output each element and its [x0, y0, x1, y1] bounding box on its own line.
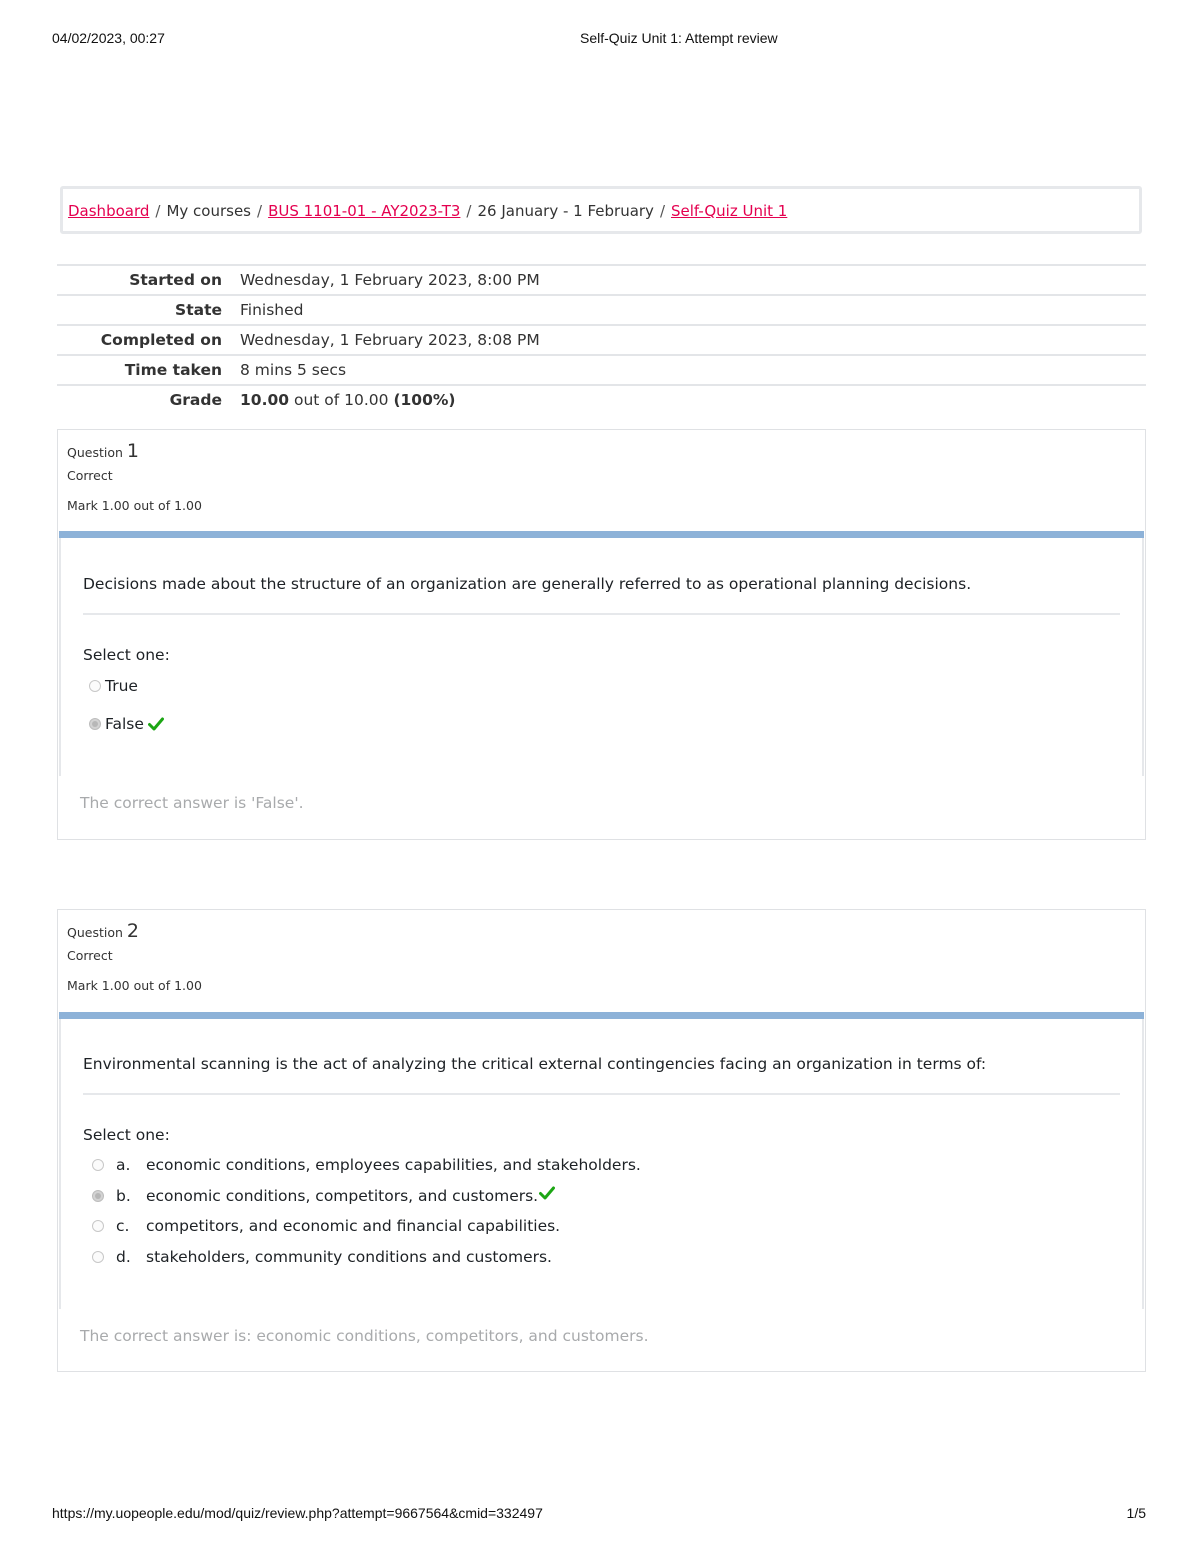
question-number: 2 [126, 920, 139, 942]
answer-letter: b. [116, 1187, 131, 1205]
summary-row-time-taken [57, 356, 1146, 386]
answer-letter: d. [116, 1248, 131, 1266]
answer-option-b[interactable] [92, 1186, 555, 1208]
summary-row-completed-on [57, 326, 1146, 356]
grade-score: 10.00 [240, 391, 290, 409]
question-info [67, 440, 202, 513]
select-one-label: Select one: [83, 1126, 170, 1144]
question-2 [57, 909, 1146, 1372]
grade-out-of: out of 10.00 [289, 391, 394, 409]
check-icon [148, 717, 164, 735]
breadcrumb-separator: / [659, 202, 665, 220]
radio-unchecked-icon[interactable] [92, 1159, 104, 1171]
summary-row-state [57, 296, 1146, 326]
question-divider [83, 1093, 1120, 1095]
print-page-number: 1/5 [1126, 1505, 1146, 1521]
summary-label: State [175, 301, 222, 319]
summary-value: Wednesday, 1 February 2023, 8:08 PM [240, 331, 540, 349]
question-divider [83, 613, 1120, 615]
answer-letter: c. [116, 1217, 130, 1235]
question-1 [57, 429, 1146, 840]
summary-value: 8 mins 5 secs [240, 361, 347, 379]
print-datetime: 04/02/2023, 00:27 [52, 30, 165, 46]
question-prefix: Question [67, 925, 123, 940]
summary-label: Completed on [100, 331, 222, 349]
question-mark: Mark 1.00 out of 1.00 [67, 978, 202, 993]
question-content [59, 1019, 1144, 1309]
breadcrumb-quiz-link[interactable]: Self-Quiz Unit 1 [671, 202, 788, 220]
summary-label: Time taken [124, 361, 222, 379]
summary-row-started-on [57, 266, 1146, 296]
question-state: Correct [67, 468, 113, 483]
breadcrumb-course-link[interactable]: BUS 1101-01 - AY2023-T3 [268, 202, 461, 220]
answer-option[interactable] [89, 715, 164, 737]
question-mark: Mark 1.00 out of 1.00 [67, 498, 202, 513]
feedback-correct-answer: The correct answer is: economic conditions, competitors, and customers. [80, 1327, 649, 1345]
grade-value [240, 391, 456, 409]
answer-letter: a. [116, 1156, 131, 1174]
grade-percent: (100%) [393, 391, 456, 409]
breadcrumb-separator: / [257, 202, 263, 220]
answer-text: economic conditions, competitors, and customers. [146, 1187, 539, 1205]
attempt-summary-table [57, 264, 1146, 414]
answer-text: stakeholders, community conditions and customers. [146, 1248, 552, 1266]
print-header [0, 30, 1200, 50]
answer-option-a[interactable] [92, 1156, 641, 1178]
question-text: Decisions made about the structure of an organization are generally referred to as operational planning decisions. [83, 575, 972, 593]
question-content [59, 538, 1144, 776]
breadcrumb-dashboard-link[interactable]: Dashboard [68, 202, 150, 220]
question-prefix: Question [67, 445, 123, 460]
summary-label: Grade [169, 391, 222, 409]
answer-option-d[interactable] [92, 1248, 552, 1270]
breadcrumb-separator: / [155, 202, 161, 220]
question-info [67, 920, 202, 993]
print-page-title: Self-Quiz Unit 1: Attempt review [580, 30, 778, 46]
question-state: Correct [67, 948, 113, 963]
answer-text: True [105, 677, 138, 695]
radio-checked-icon[interactable] [89, 718, 101, 730]
radio-unchecked-icon[interactable] [89, 680, 101, 692]
check-icon [539, 1186, 555, 1204]
breadcrumb [60, 186, 1142, 234]
print-footer [0, 1505, 1200, 1525]
answer-text: False [105, 715, 144, 733]
question-number: 1 [126, 440, 139, 462]
breadcrumb-week: 26 January - 1 February [477, 202, 654, 220]
breadcrumb-my-courses: My courses [166, 202, 251, 220]
breadcrumb-separator: / [466, 202, 472, 220]
select-one-label: Select one: [83, 646, 170, 664]
radio-unchecked-icon[interactable] [92, 1251, 104, 1263]
summary-value: Finished [240, 301, 304, 319]
answer-option[interactable] [89, 677, 138, 699]
summary-value: Wednesday, 1 February 2023, 8:00 PM [240, 271, 540, 289]
summary-row-grade [57, 386, 1146, 414]
answer-option-c[interactable] [92, 1217, 560, 1239]
print-url: https://my.uopeople.edu/mod/quiz/review.php?attempt=9667564&cmid=332497 [52, 1505, 543, 1521]
summary-label: Started on [129, 271, 222, 289]
answer-text: economic conditions, employees capabilities, and stakeholders. [146, 1156, 641, 1174]
question-text: Environmental scanning is the act of analyzing the critical external contingencies facing an organization in terms of: [83, 1055, 987, 1073]
feedback-correct-answer: The correct answer is 'False'. [80, 794, 304, 812]
radio-checked-icon[interactable] [92, 1190, 104, 1202]
radio-unchecked-icon[interactable] [92, 1220, 104, 1232]
question-header-bar [59, 531, 1144, 538]
question-header-bar [59, 1012, 1144, 1019]
answer-text: competitors, and economic and financial capabilities. [146, 1217, 561, 1235]
